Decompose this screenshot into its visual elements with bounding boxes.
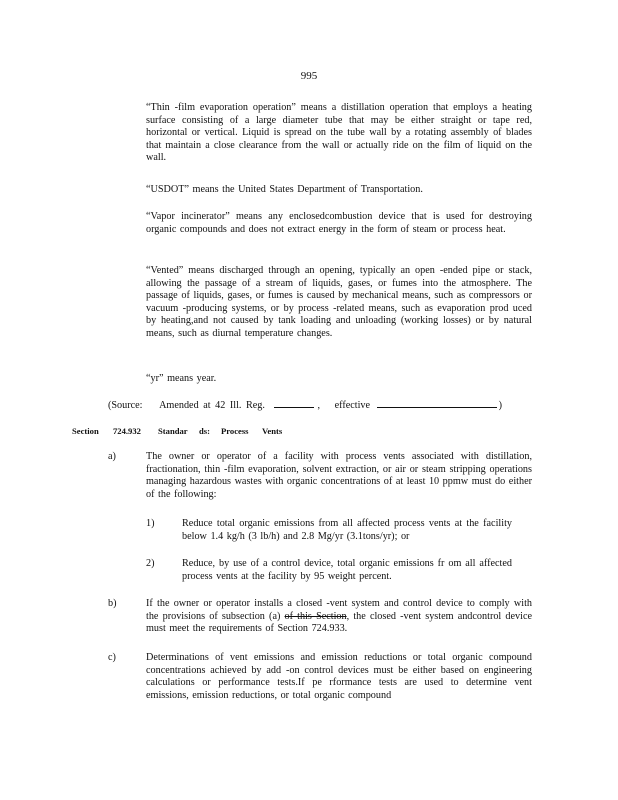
effective-date-blank bbox=[377, 397, 497, 408]
subsection-a-text: The owner or operator of a facility with process vents associated with distillation, fractionation, thin -film evaporation, solvent extraction, or air or steam stripping operations managing hazardous wastes with organic concentrations of at least 10 ppmw must do either of the following: bbox=[146, 451, 532, 500]
subsection-b-text-before: If the owner or operator installs a closed -vent system and control device to comply with the provisions of subsection (a) bbox=[146, 598, 532, 622]
section-label: Section bbox=[72, 426, 99, 436]
source-close: ) bbox=[498, 400, 502, 411]
section-number: 724.932 bbox=[113, 426, 141, 436]
subsection-c-label: c) bbox=[108, 652, 116, 663]
section-title-part-4: Vents bbox=[262, 426, 283, 436]
subsection-b-label: b) bbox=[108, 598, 117, 609]
section-title-part-1: Standar bbox=[158, 426, 188, 436]
definition-yr: “yr” means year. bbox=[146, 373, 217, 384]
section-title-part-2: ds: bbox=[199, 426, 210, 436]
subsection-b-struck-text: of this Section bbox=[284, 610, 347, 622]
definition-usdot: “USDOT” means the United States Department of Transportation. bbox=[146, 184, 423, 195]
definition-vapor-incinerator: “Vapor incinerator” means any enclosedcombustion device that is used for destroying organic compounds and does not extract energy in the form of steam or process heat. bbox=[146, 211, 532, 235]
source-note: (Source: Amended at 42 Ill. Reg. , effective ) bbox=[108, 397, 502, 411]
definition-thin-film-evaporation: “Thin -film evaporation operation” means a distillation operation that employs a heating surface consisting of a large diameter tube that may be either straight or tape red, horizontal or vertical. Liquid is spread on the tube wall by a rotating assembly of blades that maintain a close clearance from the wall or actually ride on the film of liquid on the wall. bbox=[146, 102, 532, 164]
page-number: 995 bbox=[300, 70, 318, 82]
source-text: Amended at 42 Ill. Reg. bbox=[159, 400, 265, 411]
subsection-b-text bbox=[146, 598, 532, 636]
source-prefix: (Source: bbox=[108, 400, 143, 411]
item-1-text: Reduce total organic emissions from all affected process vents at the facility below 1.4 kg/h (3 lb/h) and 2.8 Mg/yr (3.1tons/yr); or bbox=[182, 518, 512, 542]
item-1-label: 1) bbox=[146, 518, 155, 529]
section-title-part-3: Process bbox=[221, 426, 249, 436]
item-2-text: Reduce, by use of a control device, total organic emissions fr om all affected process vents at the facility by 95 weight percent. bbox=[182, 558, 512, 582]
register-page-blank bbox=[274, 397, 314, 408]
subsection-a-label: a) bbox=[108, 451, 116, 462]
subsection-c-text: Determinations of vent emissions and emission reductions or total organic compound concentrations achieved by add -on control devices must be either based on engineering calculations or performance tests.If pe rformance tests are used to determine vent emissions, emission reductions, or total organic compound bbox=[146, 652, 532, 701]
subsection-b-text-after: , the closed -vent system andcontrol device must meet the requirements of Section 724.933. bbox=[146, 610, 533, 635]
item-2-label: 2) bbox=[146, 558, 155, 569]
definition-vented: “Vented” means discharged through an opening, typically an open -ended pipe or stack, allowing the passage of a stream of liquids, gases, or fumes into the atmosphere. The passage of liquids, gases, or fumes is caused by mechanical means, such as compressors or vacuum -producing systems, or by process -related means, such as evaporation prod uced by heating,and not caused by tank loading and unloading (working losses) or by natural means, such as diurnal temperature changes. bbox=[146, 265, 532, 339]
source-effective: effective bbox=[334, 400, 371, 411]
